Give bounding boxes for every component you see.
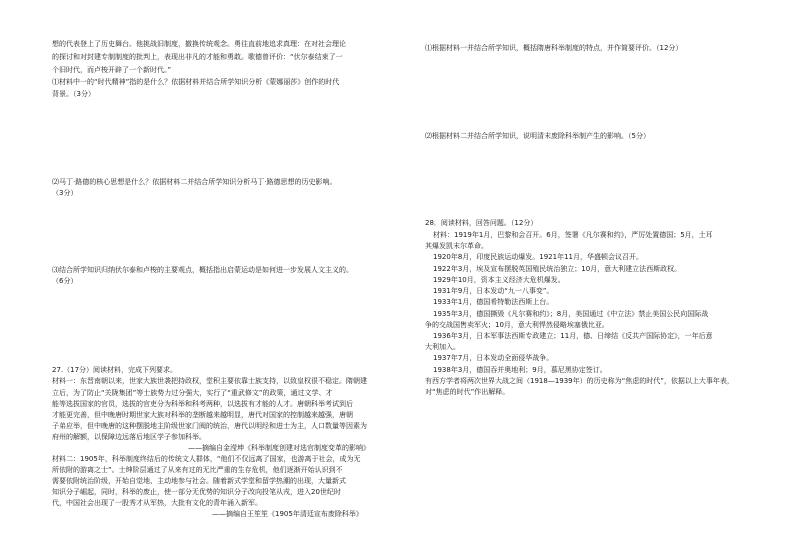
material-1-line: 才能更完善，但中晚唐时期世家大族对科举的垄断越来越明显，唐代对国家的控制越来越强，唐朝 <box>52 411 353 419</box>
timeline-entry: 1931年9月，日本发动“九一八事变”。 <box>433 287 554 295</box>
question-28-material: 材料：1919年1月，巴黎和会召开。6月，签署《凡尔赛和约》，严厉处置德国；5月，土耳 <box>433 231 713 239</box>
question-2-score: （3分） <box>52 189 78 197</box>
timeline-entry: 1938年3月，德国吞并奥地利；9月，慕尼黑协定签订。 <box>433 366 607 374</box>
question-1-score: 背景。（3分） <box>52 90 95 98</box>
question-28-prompt: 有西方学者将两次世界大战之间（1918—1939年）的历史称为“焦虑的时代”，依据以上大事年表， <box>425 377 734 385</box>
material-2-source: ——摘编自王笙笙《1905年清廷宣布废除科举》 <box>212 510 363 518</box>
question-1-text: ⑴材料中一的“时代精神”指的是什么？依据材料并结合所学知识分析《蒙娜丽莎》创作的时代 <box>52 78 340 86</box>
timeline-entry: 1933年1月，德国希特勒法西斯上台。 <box>433 298 554 306</box>
material-1-source: ——摘编自金滢坤《科举制度创建对选官制度变革的影响》 <box>188 444 370 452</box>
material-2-line: 知识分子崛起，同时，科举的废止，使一部分无优势的知识分子改向投笔从戎，进入20世纪时 <box>52 488 341 496</box>
question-27-title: 27.（17分）阅读材料，完成下列要求。 <box>52 366 178 374</box>
question-27-2-text: ⑵根据材料二并结合所学知识，说明清末废除科举制产生的影响。（5分） <box>425 132 650 140</box>
material-2-line: 需要依附统治阶级，开始自觉地、主动地参与社会。随着新式学堂和留学热潮的出现，大量新式 <box>52 477 346 485</box>
timeline-entry: 争的交战国售卖军火；10月，意大利悍然侵略埃塞俄比亚。 <box>425 321 609 329</box>
timeline-entry: 1929年10月，资本主义经济大危机爆发。 <box>433 276 565 284</box>
timeline-entry: 1935年3月，德国撕毁《凡尔赛和约》；8月，美国通过《中立法》禁止美国公民向国际战 <box>433 310 709 318</box>
intro-text-line: 的探讨和对封建专制制度的批判上，表现出非凡的才能和勇敢。歌德曾评价：“伏尔泰结束了一 <box>52 53 343 61</box>
material-1-line: 能等选拔国家的官员，选拔的官吏分为科举和科考两种，以选拔有才能的人才。唐朝科举考试到后 <box>52 400 353 408</box>
question-3-score: （6分） <box>52 277 78 285</box>
material-2-line: 代，中国社会出现了一股秀才从军热，大批有文化的青年涌入新军。 <box>52 499 262 507</box>
question-3-text: ⑶结合所学知识归纳伏尔泰和卢梭的主要观点，概括指出启蒙运动是如何进一步发展人文主义的。 <box>52 266 353 274</box>
timeline-entry: 1922年3月，埃及宣布摆脱英国殖民统治独立；10月，意大利建立法西斯政权。 <box>433 265 682 273</box>
question-28-title: 28．阅读材料，回答问题。（12分） <box>425 219 538 227</box>
material-1-line: 材料一：东晋南朝以来，世家大族世袭把持政权，堂积主要依靠士族支持，以致皇权很不稳定。隋朝建 <box>52 377 367 385</box>
material-2-line: 所依附的游离之士”。士绅阶层通过了从来有过的无比严重的生存危机，他们逐渐开始认识到不 <box>52 466 343 474</box>
material-1-line: 子弟应举，但中晚唐的这种摆脱地主阶级世家门阀的统治，唐代以明经和进士为主，人口数量等因素为 <box>52 422 367 430</box>
timeline-entry: 1936年3月，日本军事法西斯专政建立；11月，德、日缔结《反共产国际协定》，一年后意 <box>433 332 713 340</box>
question-28-prompt: 对“焦虑的时代”作出解释。 <box>425 388 510 396</box>
material-2-line: 材料二：1905年，科举制度终结后的传统文人群体，“他们不仅远离了国家，也游离于社会，成为无 <box>52 455 361 463</box>
timeline-entry: 1920年8月，印度民族运动爆发。1921年11月，华盛顿会议召开。 <box>433 253 643 261</box>
intro-text-line: 个旧时代，而卢梭开辟了一个新时代。” <box>52 66 172 74</box>
material-1-line: 府州的解额，以保障边远落后地区学子参加科举。 <box>52 433 206 441</box>
question-28-material: 其爆发凯末尔革命。 <box>425 242 488 250</box>
timeline-entry: 大利加入。 <box>425 343 460 351</box>
question-2-text: ⑵马丁·路德的核心思想是什么？依据材料二并结合所学知识分析马丁·路德思想的历史影响。 <box>52 178 337 186</box>
material-1-line: 立后，为了防止“关陇集团”等士族势力过分强大，实行了“重武修文”的政策，通过文学、才 <box>52 389 333 397</box>
intro-text-line: 想的代表登上了历史舞台。他挑战旧制度，撤换传统观念。勇往直前地追求真理：在对社会理论 <box>52 40 346 48</box>
question-27-1-text: ⑴根据材料一并结合所学知识，概括隋唐科举制度的特点，并作简要评价。（12分） <box>425 44 683 52</box>
timeline-entry: 1937年7月，日本发动全面侵华战争。 <box>433 354 554 362</box>
